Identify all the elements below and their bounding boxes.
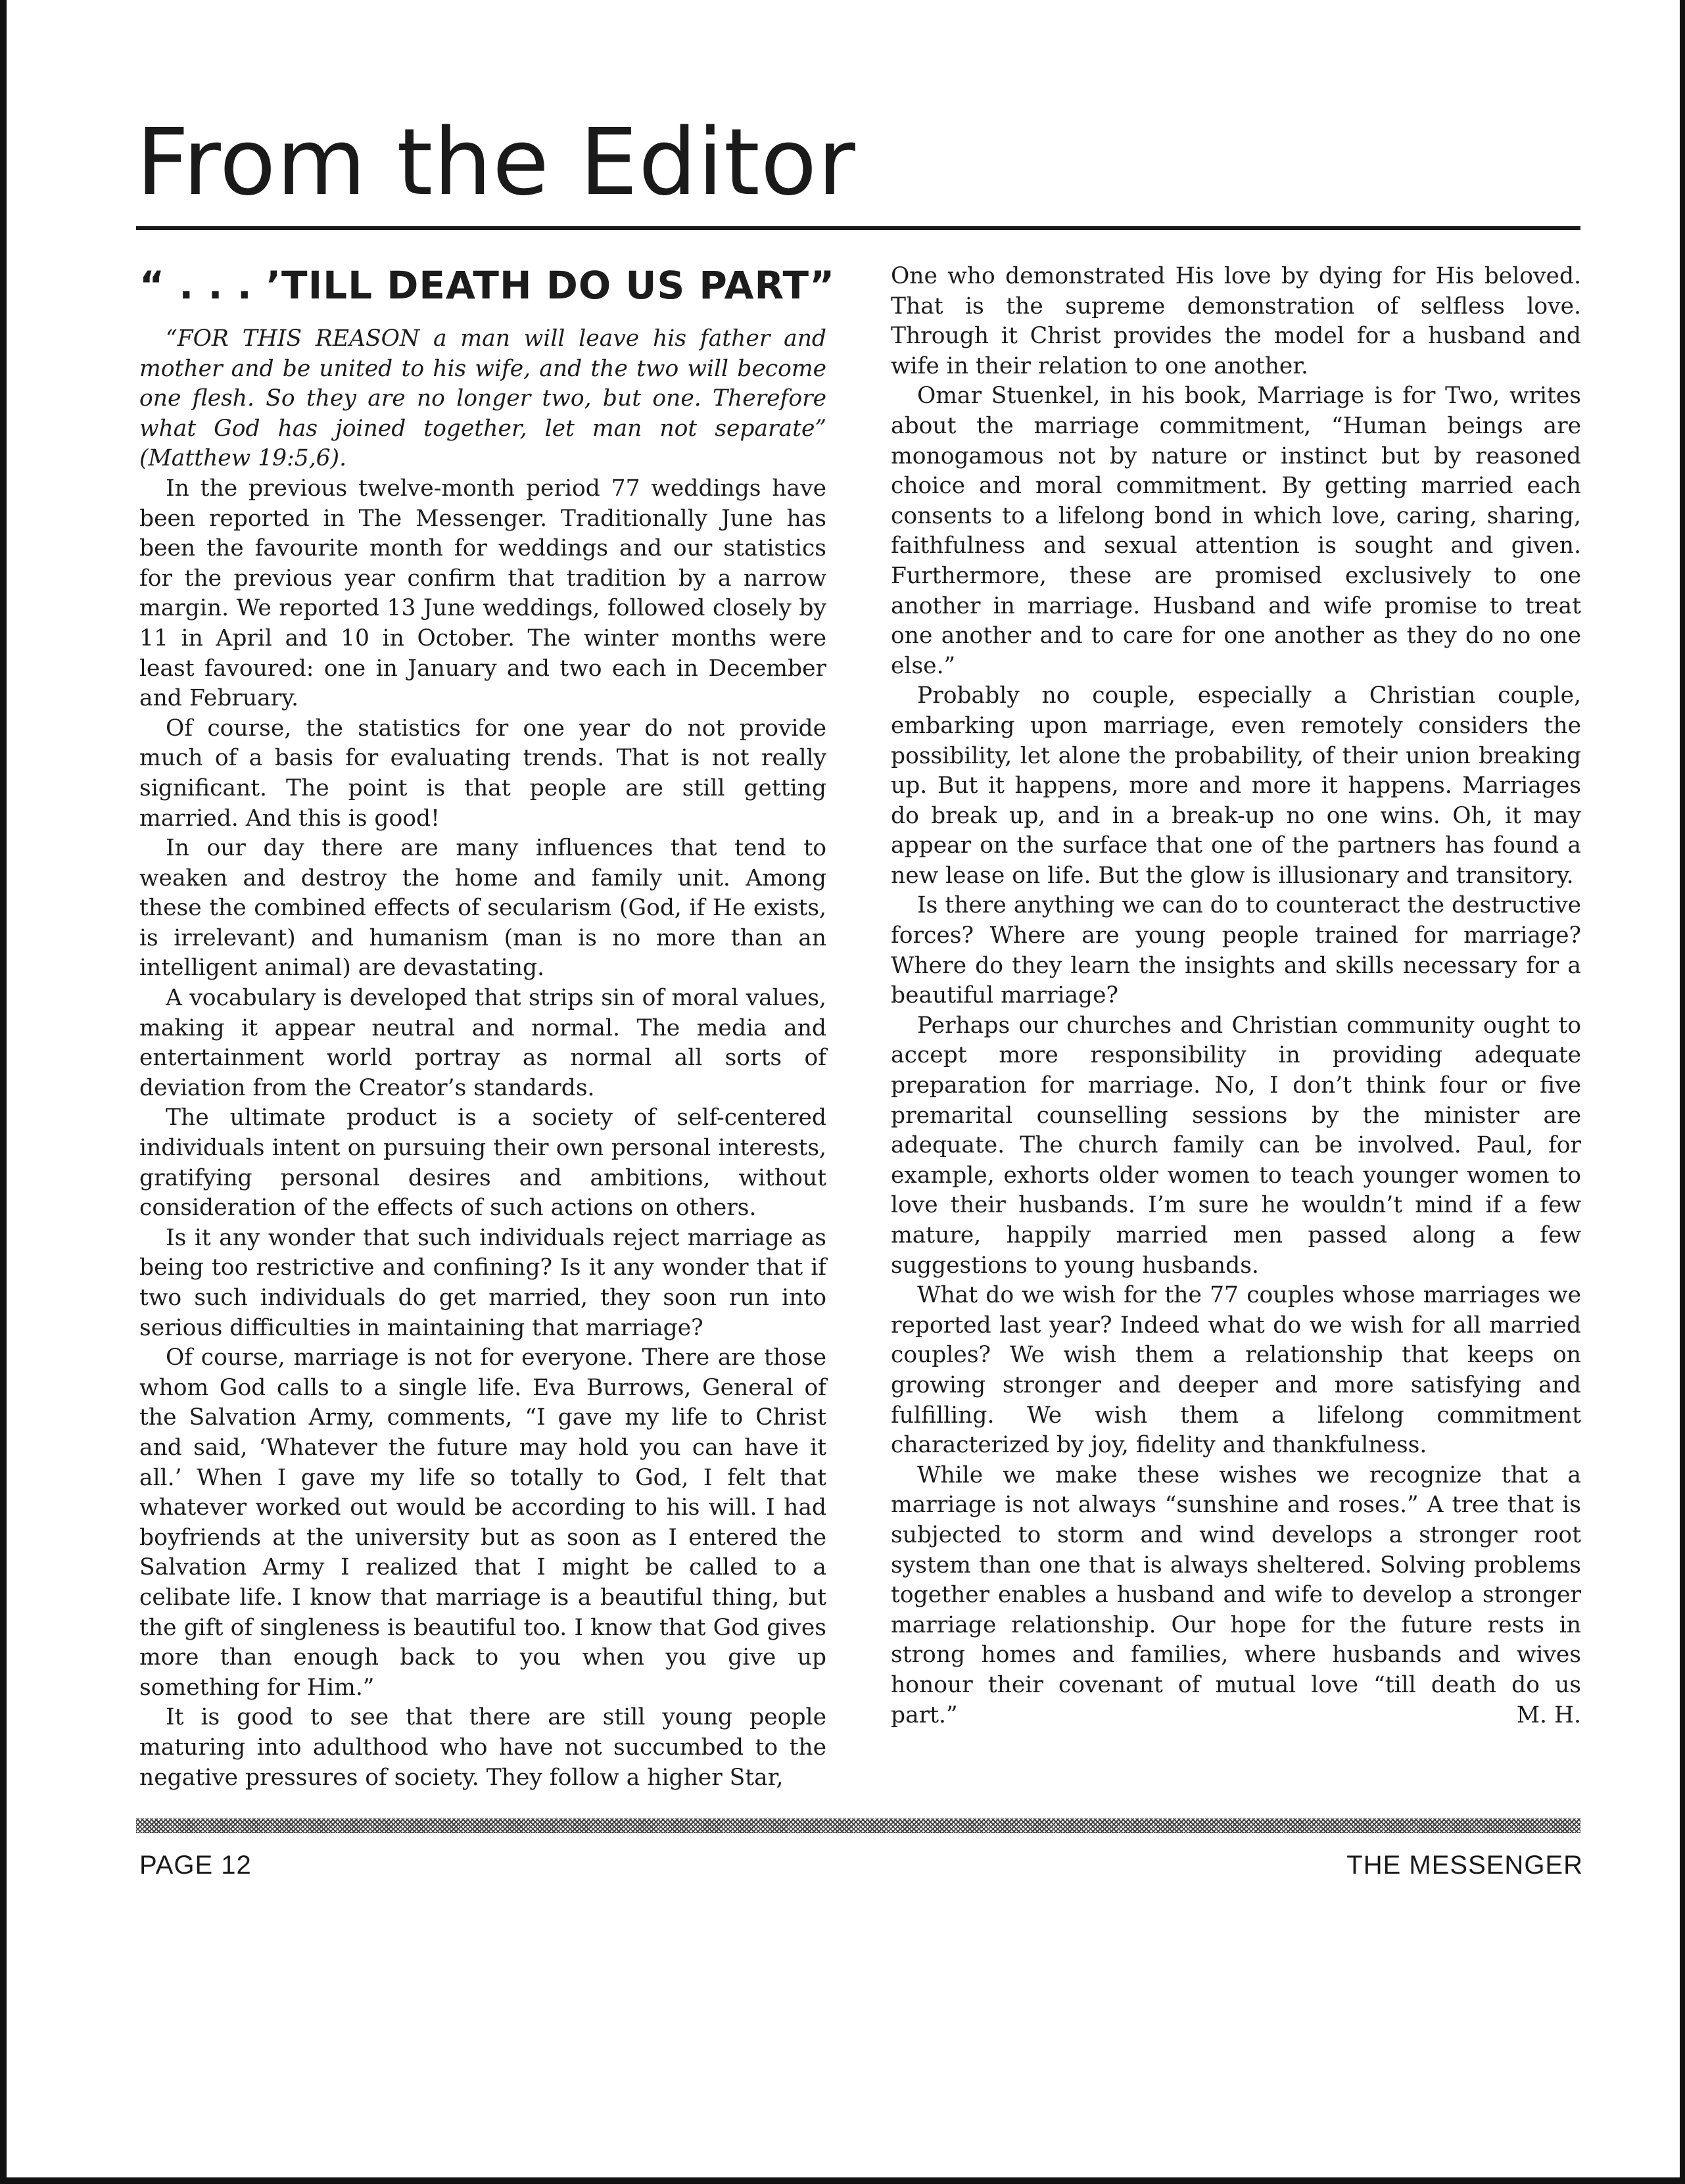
paragraph: In the previous twelve-month period 77 weddings have been reported in The Messenger. Traditionally June has been the favourite month for weddings and our statistics for the previous year confirm that tradition by a narrow margin. We reported 13 June weddings, followed closely by 11 in April and 10 in October. The winter months were least favoured: one in January and two each in December and February. <box>139 475 826 712</box>
scan-border-left <box>0 0 7 2184</box>
paragraph: What do we wish for the 77 couples whose marriages we reported last year? Indeed what do we wish for all married couples? We wish them a relationship that keeps on growing stronger and deeper and more satisfying and fulfilling. We wish them a lifelong commitment characterized by joy, fidelity and thankfulness. <box>891 1282 1581 1459</box>
article-title: “ . . . ’TILL DEATH DO US PART” <box>139 263 836 308</box>
paragraph: Omar Stuenkel, in his book, Marriage is for Two, writes about the marriage commitment, “Human beings are monogamous not by nature or instinct but by reasoned choice and moral commitment. By getting married each consents to a lifelong bond in which love, caring, sharing, faithfulness and sexual attention is sought and given. Furthermore, these are promised exclusively to one another in marriage. Husband and wife promise to treat one another and to care for one another as they do no one else.” <box>891 383 1581 679</box>
paragraph: The ultimate product is a society of self-centered individuals intent on pursuing their own personal interests, gratifying personal desires and ambitions, without consideration of the effects of such actions on others. <box>139 1104 826 1222</box>
paragraph-final-text: While we make these wishes we recognize that a marriage is not always “sunshine and roses.” A tree that is subjected to storm and wind develops a stronger root system than one that is always sheltered. Solving problems together enables a husband and wife to develop a stronger marriage relationship. Our hope for the future rests in strong homes and families, where husbands and wives honour their covenant of mutual love “till death do us part.” <box>891 1461 1581 1728</box>
paragraph: Of course, the statistics for one year do not provide much of a basis for evaluating trends. That is not really significant. The point is that people are still getting married. And this is good! <box>139 715 826 832</box>
scan-border-right <box>1680 0 1685 2184</box>
right-column <box>891 262 1581 1730</box>
header-rule <box>136 226 1580 230</box>
publication-name: THE MESSENGER <box>1346 1851 1583 1880</box>
paragraph: Is there anything we can do to counteract the destructive forces? Where are young people trained for marriage? Where do they learn the insights and skills necessary for a beautiful marriage? <box>891 892 1581 1009</box>
footer-hatched-rule <box>136 1818 1580 1833</box>
paragraph: In our day there are many influences that tend to weaken and destroy the home and family unit. Among these the combined effects of secularism (God, if He exists, is irrelevant) and humanism (man is no more than an intelligent animal) are devastating. <box>139 835 826 982</box>
paragraph: It is good to see that there are still young people maturing into adulthood who have not succumbed to the negative pressures of society. They follow a higher Star, <box>139 1704 826 1791</box>
section-title: From the Editor <box>136 109 856 216</box>
paragraph: Is it any wonder that such individuals reject marriage as being too restrictive and confining? Is it any wonder that if two such individuals do get married, they soon run into serious difficulties in maintaining that marriage? <box>139 1224 826 1341</box>
paragraph-continued: One who demonstrated His love by dying for His beloved. That is the supreme demonstration of selfless love. Through it Christ provides the model for a husband and wife in their relation to one another. <box>891 263 1581 379</box>
left-column <box>139 253 836 1793</box>
page-number: PAGE 12 <box>139 1851 252 1880</box>
paragraph-final <box>891 1461 1581 1730</box>
scan-border-bottom <box>0 2177 1685 2184</box>
paragraph: Perhaps our churches and Christian community ought to accept more responsibility in providing adequate preparation for marriage. No, I don’t think four or five premarital counselling sessions by the minister are adequate. The church family can be involved. Paul, for example, exhorts older women to teach younger women to love their husbands. I’m sure he wouldn’t mind if a few mature, happily married men passed along a few suggestions to young husbands. <box>891 1012 1581 1279</box>
paragraph: Of course, marriage is not for everyone. There are those whom God calls to a single life. Eva Burrows, General of the Salvation Army, comments, “I gave my life to Christ and said, ‘Whatever the future may hold you can have it all.’ When I gave my life so totally to God, I felt that whatever worked out would be according to his will. I had boyfriends at the university but as soon as I entered the Salvation Army I realized that I might be called to a celibate life. I know that marriage is a beautiful thing, but the gift of singleness is beautiful too. I know that God gives more than enough back to you when you give up something for Him.” <box>139 1344 826 1701</box>
paragraph: A vocabulary is developed that strips sin of moral values, making it appear neutral and normal. The media and entertainment world portray as normal all sorts of deviation from the Creator’s standards. <box>139 985 826 1101</box>
paragraph: Probably no couple, especially a Christian couple, embarking upon marriage, even remotely considers the possibility, let alone the probability, of their union breaking up. But it happens, more and more it happens. Marriages do break up, and in a break-up no one wins. Oh, it may appear on the surface that one of the partners has found a new lease on life. But the glow is illusionary and transitory. <box>891 682 1581 889</box>
scripture-quote: “FOR THIS REASON a man will leave his father and mother and be united to his wife, and the two will become one flesh. So they are no longer two, but one. Therefore what God has joined together, let man not separate” (Matthew 19:5,6). <box>139 325 826 472</box>
author-signature: M. H. <box>1516 1701 1581 1728</box>
